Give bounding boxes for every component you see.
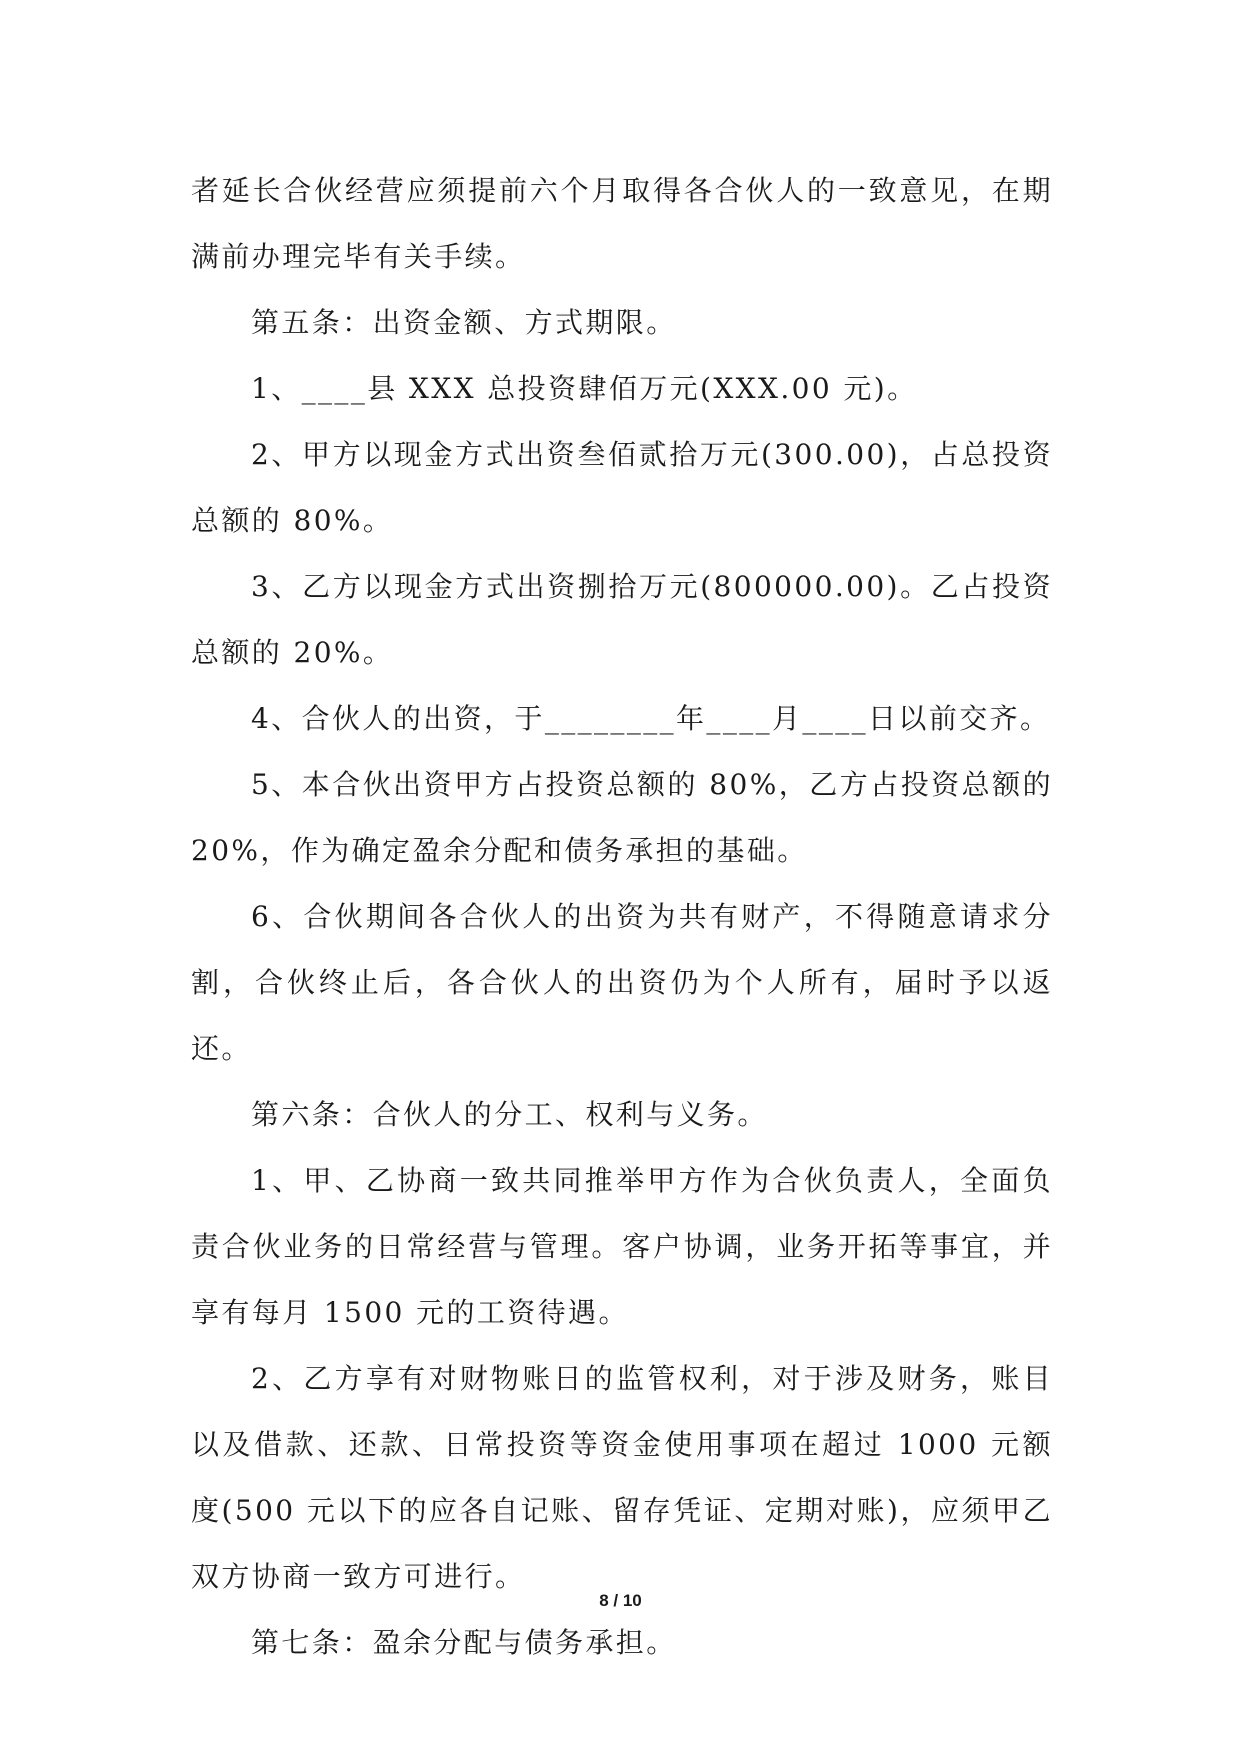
paragraph-continuation: 者延长合伙经营应须提前六个月取得各合伙人的一致意见，在期满前办理完毕有关手续。 [191, 174, 1053, 273]
clause-5-6: 6、合伙期间各合伙人的出资为共有财产，不得随意请求分割，合伙终止后，各合伙人的出资仍为个人所有，届时予以返还。 [191, 900, 1053, 1065]
clause-5-2: 2、甲方以现金方式出资叁佰贰拾万元(300.00)，占总投资总额的 80%。 [191, 438, 1053, 537]
clause-6-1: 1、甲、乙协商一致共同推举甲方作为合伙负责人，全面负责合伙业务的日常经营与管理。客户协调，业务开拓等事宜，并享有每月 1500 元的工资待遇。 [191, 1164, 1053, 1329]
article-heading-5: 第五条：出资金额、方式期限。 [251, 306, 677, 339]
article-heading-7: 第七条：盈余分配与债务承担。 [251, 1626, 677, 1659]
clause-5-5: 5、本合伙出资甲方占投资总额的 80%，乙方占投资总额的 20%，作为确定盈余分配和债务承担的基础。 [191, 768, 1065, 867]
article-heading-6: 第六条：合伙人的分工、权利与义务。 [251, 1098, 768, 1131]
clause-5-4: 4、合伙人的出资，于________年____月____日以前交齐。 [251, 702, 1051, 735]
document-body [191, 158, 1065, 1676]
clause-5-1: 1、____县 XXX 总投资肆佰万元(XXX.00 元)。 [251, 372, 918, 405]
clause-5-3: 3、乙方以现金方式出资捌拾万元(800000.00)。乙占投资总额的 20%。 [191, 570, 1053, 669]
clause-6-2: 2、乙方享有对财物账日的监管权利，对于涉及财务，账目以及借款、还款、日常投资等资金使用事项在超过 1000 元额度(500 元以下的应各自记账、留存凭证、定期对账)，应须甲乙双方协商一致方可进行。 [191, 1362, 1053, 1593]
page-number: 8 / 10 [599, 1591, 642, 1610]
